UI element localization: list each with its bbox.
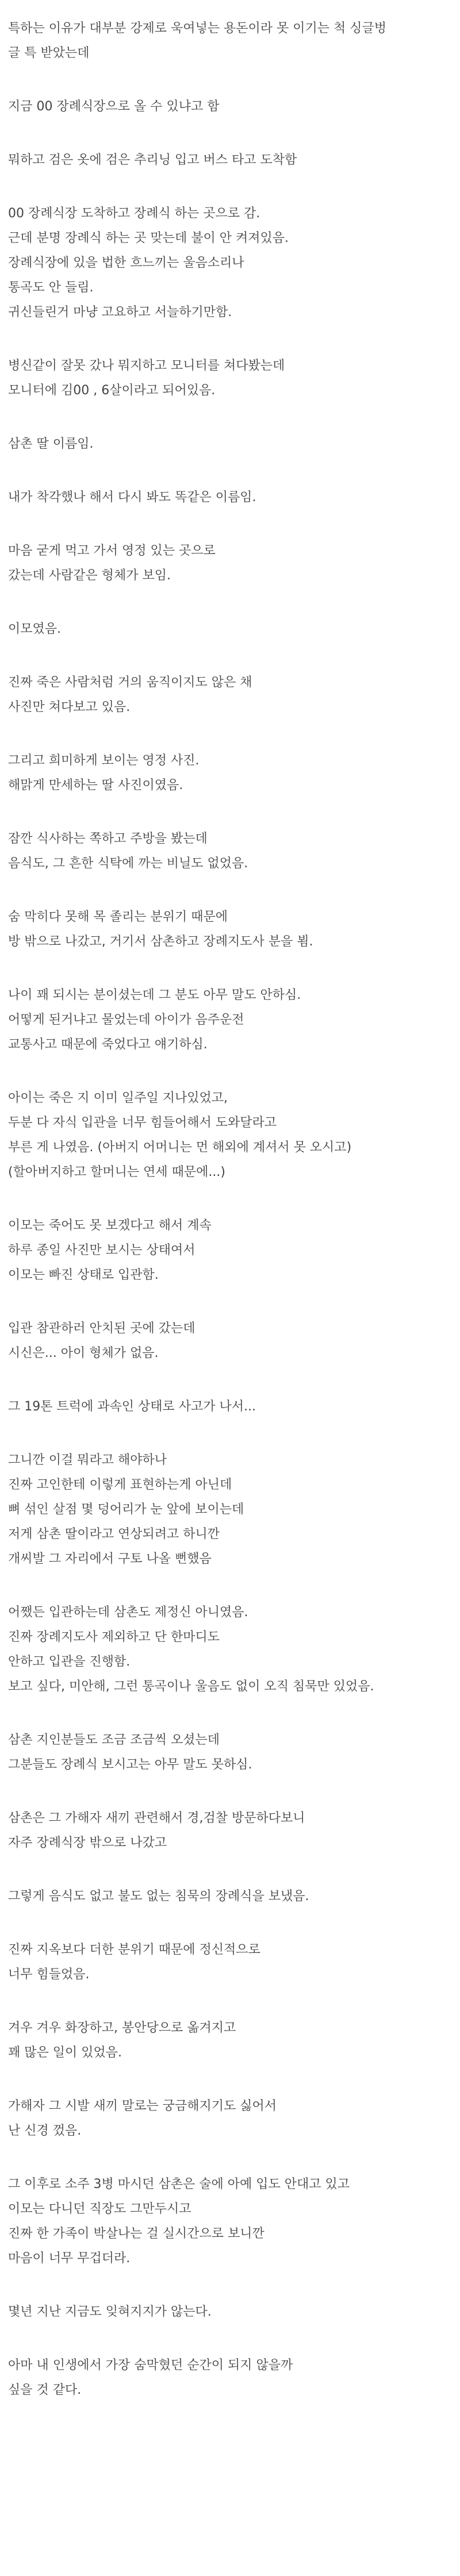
- paragraph: [8, 1728, 455, 1777]
- paragraph-line: 뭐하고 검은 옷에 검은 추리닝 입고 버스 타고 도착함: [8, 153, 297, 167]
- paragraph: [8, 2094, 455, 2143]
- paragraph-line: (할아버지하고 할머니는 연세 때문에...): [8, 1165, 225, 1179]
- paragraph-line: 병신같이 잘못 갔나 뭐지하고 모니터를 쳐다봤는데: [8, 359, 285, 373]
- paragraph-line: 00 장례식장 도착하고 장례식 하는 곳으로 감.: [8, 206, 260, 221]
- paragraph-line: 지금 00 장례식장으로 올 수 있냐고 함: [8, 99, 220, 114]
- paragraph: [8, 2353, 455, 2402]
- paragraph-line: 해맑게 만세하는 딸 사진이였음.: [8, 778, 183, 793]
- paragraph-line: 진짜 장례지도사 제외하고 단 한마디도: [8, 1630, 220, 1644]
- paragraph: [8, 617, 455, 641]
- paragraph-line: 마음이 너무 무겁더라.: [8, 2251, 131, 2266]
- paragraph: [8, 983, 455, 1057]
- paragraph-line: 글 특 받았는데: [8, 46, 90, 60]
- paragraph-line: 시신은... 아이 형체가 없음.: [8, 1346, 159, 1360]
- paragraph-line: 이모는 다니던 직장도 그만두시고: [8, 2202, 191, 2216]
- paragraph: [8, 485, 455, 510]
- paragraph-line: 그렇게 음식도 없고 불도 없는 침묵의 장례식을 보냈음.: [8, 1889, 309, 1904]
- paragraph-line: 진짜 지옥보다 더한 분위기 때문에 정신적으로: [8, 1943, 260, 1957]
- paragraph-line: 삼촌은 그 가해자 새끼 관련해서 경,검찰 방문하다보니: [8, 1811, 305, 1825]
- paragraph-line: 싶을 것 같다.: [8, 2383, 82, 2397]
- paragraph: [8, 1937, 455, 1987]
- paragraph: [8, 748, 455, 798]
- paragraph-line: 너무 힘들었음.: [8, 1967, 90, 1982]
- paragraph-line: 나이 꽤 되시는 분이셨는데 그 분도 아무 말도 안하심.: [8, 988, 301, 1002]
- paragraph: [8, 432, 455, 456]
- paragraph-line: 그 19톤 트럭에 과속인 상태로 사고가 나서...: [8, 1400, 256, 1414]
- paragraph-line: 개씨발 그 자리에서 구토 나올 뻔했음: [8, 1552, 212, 1566]
- paragraph: [8, 539, 455, 588]
- paragraph-line: 귀신들린거 마냥 고요하고 서늘하기만함.: [8, 305, 232, 320]
- paragraph-line: 보고 싶다, 미안해, 그런 통곡이나 울음도 없이 오직 침묵만 있었음.: [8, 1679, 374, 1694]
- paragraph-line: 통곡도 안 들림.: [8, 280, 94, 295]
- paragraph-line: 안하고 입관을 진행함.: [8, 1655, 131, 1669]
- paragraph: [8, 670, 455, 720]
- paragraph: [8, 2300, 455, 2324]
- paragraph-line: 갔는데 사람같은 형체가 보임.: [8, 568, 171, 583]
- paragraph: [8, 148, 455, 172]
- paragraph: [8, 826, 455, 876]
- paragraph-line: 어쨌든 입관하는데 삼촌도 제정신 아니였음.: [8, 1605, 248, 1620]
- paragraph-line: 삼촌 지인분들도 조금 조금씩 오셨는데: [8, 1733, 220, 1747]
- paragraph-line: 숨 막히다 못해 목 졸리는 분위기 때문에: [8, 910, 228, 924]
- paragraph: [8, 201, 455, 325]
- paragraph: [8, 353, 455, 403]
- paragraph: [8, 1884, 455, 1909]
- paragraph: [8, 905, 455, 954]
- paragraph-line: 내가 착각했나 해서 다시 봐도 똑같은 이름임.: [8, 490, 256, 505]
- paragraph-line: 잠깐 식사하는 쪽하고 주방을 봤는데: [8, 832, 208, 846]
- paragraph-line: 그분들도 장례식 보시고는 아무 말도 못하심.: [8, 1758, 252, 1772]
- paragraph-line: 몇년 지난 지금도 잊혀지지가 않는다.: [8, 2305, 212, 2319]
- paragraph-line: 특하는 이유가 대부분 강제로 욱여넣는 용돈이라 못 이기는 척 싱글벙: [8, 21, 386, 36]
- paragraph-line: 교통사고 때문에 죽었다고 얘기하심.: [8, 1037, 208, 1052]
- paragraph-line: 그 이후로 소주 3병 마시던 삼촌은 술에 아예 입도 안대고 있고: [8, 2177, 350, 2191]
- paragraph-line: 이모는 빠진 상태로 입관함.: [8, 1268, 159, 1282]
- paragraph-line: 사진만 쳐다보고 있음.: [8, 700, 131, 714]
- paragraph-line: 두분 다 자식 입관을 너무 힘들어해서 도와달라고: [8, 1116, 277, 1130]
- paragraph: [8, 1600, 455, 1699]
- paragraph-line: 부른 게 나였음. (아버지 어머니는 먼 해외에 계셔서 못 오시고): [8, 1140, 352, 1155]
- paragraph-line: 저게 삼촌 딸이라고 연상되려고 하니깐: [8, 1527, 220, 1541]
- paragraph: [8, 1213, 455, 1287]
- paragraph-line: 하루 종일 사진만 보시는 상태여서: [8, 1243, 195, 1258]
- paragraph-line: 이모는 죽어도 못 보겠다고 해서 계속: [8, 1218, 212, 1233]
- paragraph-line: 음식도, 그 흔한 식탁에 까는 비닐도 없었음.: [8, 856, 248, 871]
- paragraph: [8, 1316, 455, 1366]
- paragraph-line: 장례식장에 있을 법한 흐느끼는 울음소리나: [8, 256, 244, 270]
- paragraph-line: 아마 내 인생에서 가장 숨막혔던 순간이 되지 않을까: [8, 2358, 293, 2373]
- paragraph-line: 마음 굳게 먹고 가서 영정 있는 곳으로: [8, 544, 216, 558]
- paragraph-line: 입관 참관하러 안치된 곳에 갔는데: [8, 1321, 195, 1336]
- paragraph-line: 진짜 죽은 사람처럼 거의 움직이지도 않은 채: [8, 675, 252, 690]
- paragraph: [8, 1448, 455, 1571]
- paragraph-line: 진짜 고인한테 이렇게 표현하는게 아닌데: [8, 1478, 232, 1492]
- paragraph-line: 삼촌 딸 이름임.: [8, 437, 94, 451]
- paragraph-line: 그리고 희미하게 보이는 영정 사진.: [8, 753, 200, 768]
- paragraph-line: 그니깐 이걸 뭐라고 해야하나: [8, 1453, 167, 1467]
- paragraph-line: 방 밖으로 나갔고, 거기서 삼촌하고 장례지도사 분을 뵘.: [8, 935, 313, 949]
- paragraph: [8, 1394, 455, 1419]
- paragraph: [8, 16, 455, 66]
- paragraph: [8, 94, 455, 119]
- paragraph-line: 난 신경 껐음.: [8, 2124, 82, 2138]
- paragraph-line: 진짜 한 가족이 박살나는 걸 실시간으로 보니깐: [8, 2227, 264, 2241]
- paragraph: [8, 1806, 455, 1855]
- paragraph-line: 이모였음.: [8, 622, 62, 636]
- paragraph-line: 모니터에 김00 , 6살이라고 되어있음.: [8, 383, 216, 398]
- paragraph: [8, 1086, 455, 1185]
- paragraph-line: 근데 분명 장례식 하는 곳 맞는데 불이 안 켜져있음.: [8, 231, 289, 245]
- paragraph-line: 어떻게 된거냐고 물었는데 아이가 음주운전: [8, 1013, 244, 1027]
- paragraph-line: 뼈 섞인 살점 몇 덩어리가 눈 앞에 보이는데: [8, 1502, 244, 1517]
- paragraph: [8, 2172, 455, 2271]
- paragraph-line: 꽤 많은 일이 있었음.: [8, 2046, 122, 2060]
- paragraph: [8, 2016, 455, 2065]
- paragraph-line: 가해자 그 시발 새끼 말로는 궁금해지기도 싫어서: [8, 2099, 277, 2113]
- paragraph-line: 겨우 겨우 화장하고, 봉안당으로 옮겨지고: [8, 2021, 236, 2035]
- paragraph-line: 아이는 죽은 지 이미 일주일 지나있었고,: [8, 1091, 228, 1105]
- paragraph-line: 자주 장례식장 밖으로 나갔고: [8, 1836, 167, 1850]
